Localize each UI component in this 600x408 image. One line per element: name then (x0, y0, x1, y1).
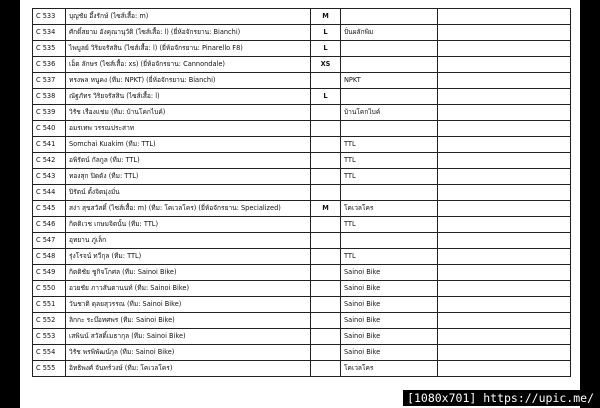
bib-number-cell: C 540 (33, 121, 66, 137)
team-cell (341, 9, 438, 25)
bib-number-cell: C 552 (33, 313, 66, 329)
table-row (33, 265, 571, 281)
participant-name-cell: บุญชัย อึ้งรักษ์ (ไซส์เสื้อ: m) (66, 9, 311, 25)
shirt-size-cell (311, 281, 341, 297)
empty-cell (438, 105, 571, 121)
team-cell: Sainoi Bike (341, 281, 438, 297)
left-border (0, 0, 20, 408)
participant-name-cell: อุทยาน ภู่เล็ก (66, 233, 311, 249)
table-row (33, 89, 571, 105)
table-row (33, 345, 571, 361)
bib-number-cell: C 533 (33, 9, 66, 25)
bib-number-cell: C 545 (33, 201, 66, 217)
bib-number-cell: C 544 (33, 185, 66, 201)
empty-cell (438, 201, 571, 217)
participant-name-cell: เสพินน์ สวัสดิ์เมธากุล (ทีม: Sainoi Bike) (66, 329, 311, 345)
participant-name-cell: กิตติเวช เกษมจิตนั้น (ทีม: TTL) (66, 217, 311, 233)
table-row (33, 41, 571, 57)
bib-number-cell: C 542 (33, 153, 66, 169)
team-cell: TTL (341, 153, 438, 169)
shirt-size-cell (311, 297, 341, 313)
participant-name-cell: อิทธิพงศ์ จันทร์วงษ์ (ทีม: โคเวลโคร) (66, 361, 311, 377)
bib-number-cell: C 539 (33, 105, 66, 121)
shirt-size-cell (311, 73, 341, 89)
table-row (33, 57, 571, 73)
team-cell: บ้านโคกไบค์ (341, 105, 438, 121)
table-row (33, 73, 571, 89)
empty-cell (438, 57, 571, 73)
participant-name-cell: ปิรัตน์ ตั้งจิตมุ่งมั่น (66, 185, 311, 201)
shirt-size-cell (311, 169, 341, 185)
shirt-size-cell (311, 329, 341, 345)
shirt-size-cell: L (311, 41, 341, 57)
table-row (33, 9, 571, 25)
right-border (580, 0, 600, 408)
shirt-size-cell (311, 137, 341, 153)
team-cell (341, 41, 438, 57)
empty-cell (438, 89, 571, 105)
bib-number-cell: C 555 (33, 361, 66, 377)
table-row (33, 281, 571, 297)
bib-number-cell: C 550 (33, 281, 66, 297)
document-sheet (20, 0, 580, 408)
participant-name-cell: วิรัช พรพิพัฒน์กุล (ทีม: Sainoi Bike) (66, 345, 311, 361)
table-row (33, 153, 571, 169)
table-row (33, 25, 571, 41)
empty-cell (438, 41, 571, 57)
shirt-size-cell (311, 265, 341, 281)
shirt-size-cell: M (311, 9, 341, 25)
participant-name-cell: ไพบูลย์ วิริยจรัสสิน (ไซส์เสื้อ: l) (ยี่ห้อจักรยาน: Pinarello F8) (66, 41, 311, 57)
bib-number-cell: C 535 (33, 41, 66, 57)
team-cell: Sainoi Bike (341, 265, 438, 281)
empty-cell (438, 25, 571, 41)
team-cell: TTL (341, 137, 438, 153)
team-cell: ปั่นผลักพิม (341, 25, 438, 41)
bib-number-cell: C 538 (33, 89, 66, 105)
table-row (33, 313, 571, 329)
participant-name-cell: รุ่งโรจน์ ทวีกุล (ทีม: TTL) (66, 249, 311, 265)
table-row (33, 169, 571, 185)
empty-cell (438, 233, 571, 249)
table-row (33, 217, 571, 233)
table-row (33, 201, 571, 217)
team-cell: โคเวลโคร (341, 201, 438, 217)
team-cell: Sainoi Bike (341, 297, 438, 313)
shirt-size-cell (311, 361, 341, 377)
participant-name-cell: Somchai Kuakim (ทีม: TTL) (66, 137, 311, 153)
watermark[interactable]: [1080x701] https://upic.me/ (403, 390, 598, 406)
empty-cell (438, 217, 571, 233)
empty-cell (438, 361, 571, 377)
team-cell (341, 57, 438, 73)
team-cell: TTL (341, 169, 438, 185)
participant-name-cell: กิตติชัย ชูกิจโกศล (ทีม: Sainoi Bike) (66, 265, 311, 281)
participant-name-cell: ทรงพล หนูคง (ทีม: NPKT) (ยี่ห้อจักรยาน: Bianchi) (66, 73, 311, 89)
bib-number-cell: C 548 (33, 249, 66, 265)
team-cell: โคเวลโคร (341, 361, 438, 377)
bib-number-cell: C 541 (33, 137, 66, 153)
participant-name-cell: อวยชัย ภาวสันตานนท์ (ทีม: Sainoi Bike) (66, 281, 311, 297)
participant-table (32, 8, 571, 377)
bib-number-cell: C 551 (33, 297, 66, 313)
shirt-size-cell (311, 249, 341, 265)
team-cell: TTL (341, 217, 438, 233)
table-row (33, 329, 571, 345)
empty-cell (438, 137, 571, 153)
table-row (33, 137, 571, 153)
empty-cell (438, 9, 571, 25)
empty-cell (438, 73, 571, 89)
team-cell: NPKT (341, 73, 438, 89)
team-cell: Sainoi Bike (341, 345, 438, 361)
shirt-size-cell: M (311, 201, 341, 217)
shirt-size-cell (311, 313, 341, 329)
shirt-size-cell: L (311, 25, 341, 41)
empty-cell (438, 185, 571, 201)
table-row (33, 121, 571, 137)
table-row (33, 361, 571, 377)
team-cell (341, 185, 438, 201)
shirt-size-cell (311, 153, 341, 169)
team-cell (341, 121, 438, 137)
participant-name-cell: ศักดิ์สยาม อังคุณานุวัติ (ไซส์เสื้อ: l) (ยี่ห้อจักรยาน: Bianchi) (66, 25, 311, 41)
participant-name-cell: สง่า สุขสวัสดิ์ (ไซส์เสื้อ: m) (ทีม: โคเวลโคร) (ยี่ห้อจักรยาน: Specialized) (66, 201, 311, 217)
empty-cell (438, 265, 571, 281)
participant-name-cell: วิรัช เรืองแช่ม (ทีม: บ้านโคกไบค์) (66, 105, 311, 121)
shirt-size-cell: L (311, 89, 341, 105)
shirt-size-cell (311, 345, 341, 361)
participant-name-cell: อพิรัตน์ กัลกูล (ทีม: TTL) (66, 153, 311, 169)
shirt-size-cell (311, 233, 341, 249)
team-cell: TTL (341, 249, 438, 265)
team-cell (341, 89, 438, 105)
bib-number-cell: C 549 (33, 265, 66, 281)
empty-cell (438, 345, 571, 361)
table-row (33, 297, 571, 313)
empty-cell (438, 297, 571, 313)
empty-cell (438, 329, 571, 345)
table-row (33, 185, 571, 201)
team-cell: Sainoi Bike (341, 313, 438, 329)
empty-cell (438, 169, 571, 185)
shirt-size-cell (311, 185, 341, 201)
bib-number-cell: C 547 (33, 233, 66, 249)
empty-cell (438, 249, 571, 265)
bib-number-cell: C 554 (33, 345, 66, 361)
participant-name-cell: วันชาติ ดุลยสุวรรณ (ทีม: Sainoi Bike) (66, 297, 311, 313)
table-row (33, 105, 571, 121)
empty-cell (438, 121, 571, 137)
bib-number-cell: C 543 (33, 169, 66, 185)
shirt-size-cell (311, 105, 341, 121)
bib-number-cell: C 537 (33, 73, 66, 89)
table-row (33, 249, 571, 265)
participant-name-cell: ลิกกะ ระบ๊อทศพร (ทีม: Sainoi Bike) (66, 313, 311, 329)
empty-cell (438, 153, 571, 169)
participant-name-cell: เอ็ต ลักษร (ไซส์เสื้อ: xs) (ยี่ห้อจักรยาน: Cannondale) (66, 57, 311, 73)
participant-name-cell: ทองสุก ปิดดัง (ทีม: TTL) (66, 169, 311, 185)
participant-name-cell: ณัฐภัทร วิริยจรัสสิน (ไซส์เสื้อ: l) (66, 89, 311, 105)
shirt-size-cell (311, 121, 341, 137)
empty-cell (438, 313, 571, 329)
bib-number-cell: C 553 (33, 329, 66, 345)
shirt-size-cell: XS (311, 57, 341, 73)
empty-cell (438, 281, 571, 297)
participant-name-cell: อมรเทพ วรรณประสาท (66, 121, 311, 137)
table-row (33, 233, 571, 249)
team-cell: Sainoi Bike (341, 329, 438, 345)
participant-table-body (33, 9, 571, 377)
bib-number-cell: C 536 (33, 57, 66, 73)
shirt-size-cell (311, 217, 341, 233)
team-cell (341, 233, 438, 249)
bib-number-cell: C 546 (33, 217, 66, 233)
bib-number-cell: C 534 (33, 25, 66, 41)
